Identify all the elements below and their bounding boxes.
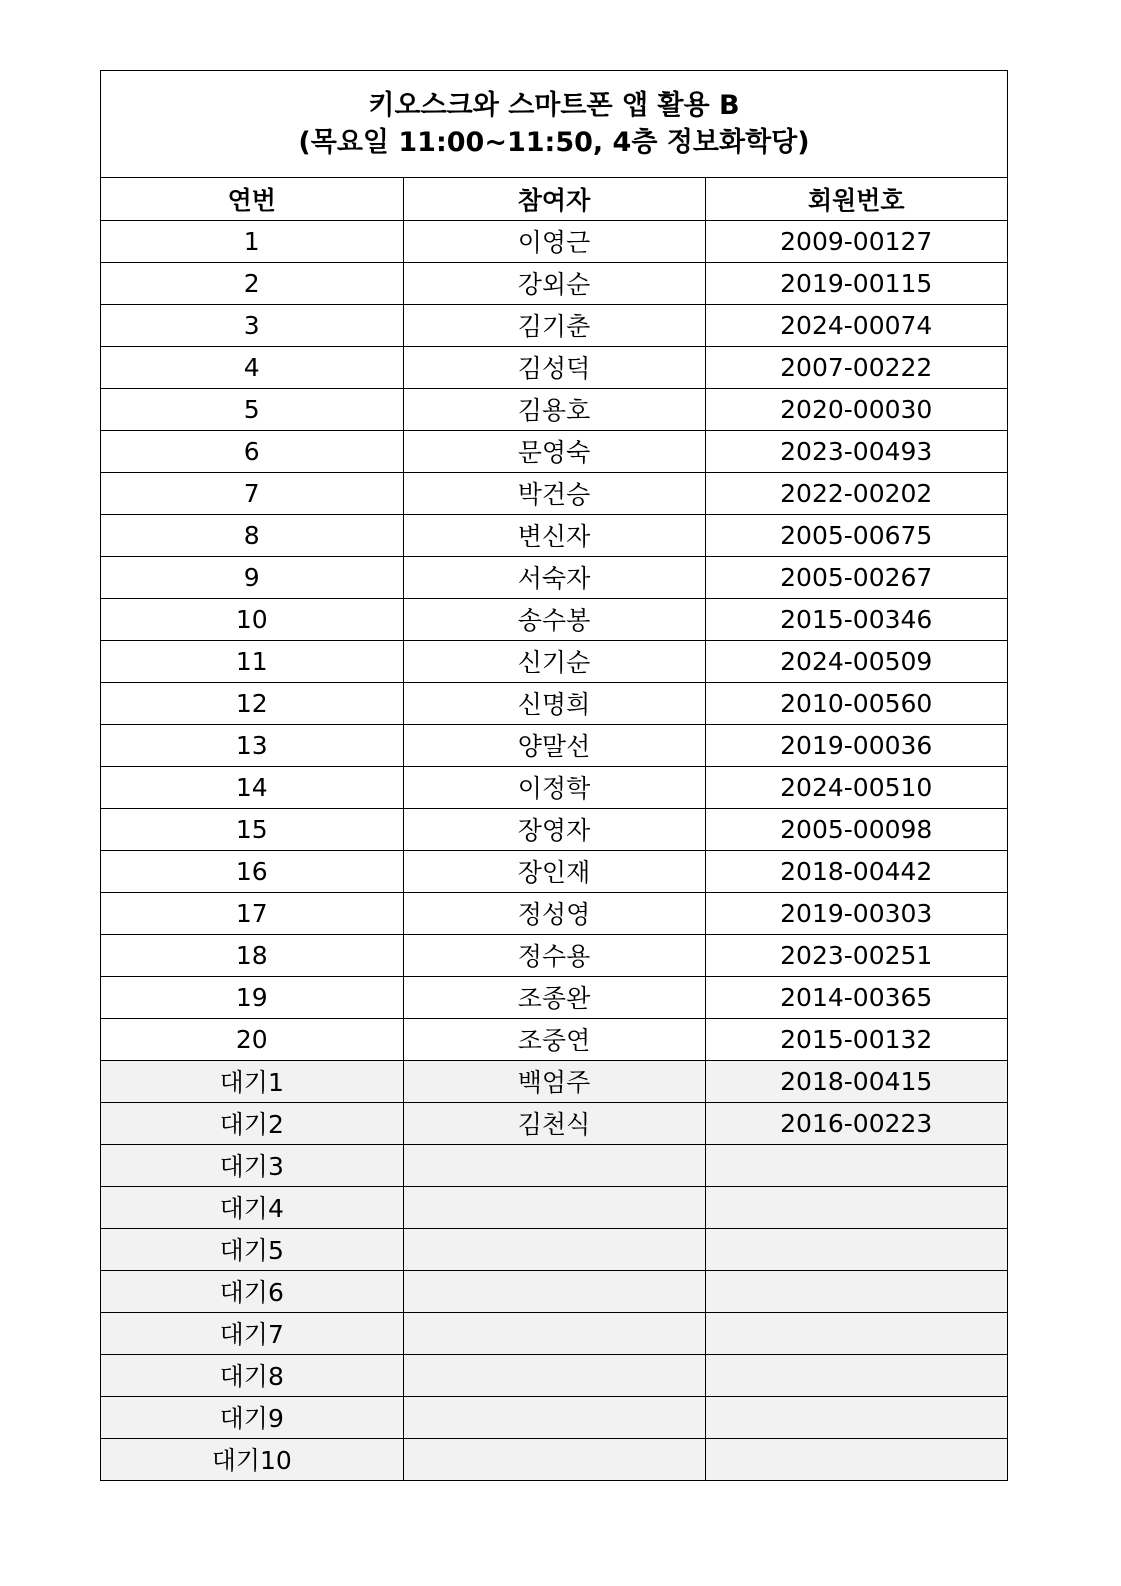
participant-name-cell: 백엄주 <box>403 1060 705 1102</box>
table-row <box>101 388 1007 430</box>
row-number-cell: 대기6 <box>101 1270 403 1312</box>
participant-name-cell: 서숙자 <box>403 556 705 598</box>
member-id-cell: 2015-00132 <box>705 1018 1007 1060</box>
member-id-cell: 2015-00346 <box>705 598 1007 640</box>
row-number-cell: 19 <box>101 976 403 1018</box>
participant-name-cell: 조종완 <box>403 976 705 1018</box>
table-row <box>101 472 1007 514</box>
row-number-cell: 10 <box>101 598 403 640</box>
member-id-cell: 2019-00036 <box>705 724 1007 766</box>
participant-name-cell: 김용호 <box>403 388 705 430</box>
row-number-cell: 대기9 <box>101 1396 403 1438</box>
member-id-cell: 2024-00074 <box>705 304 1007 346</box>
member-id-cell <box>705 1396 1007 1438</box>
table-row <box>101 1438 1007 1480</box>
row-number-cell: 20 <box>101 1018 403 1060</box>
row-number-cell: 12 <box>101 682 403 724</box>
table-row <box>101 1102 1007 1144</box>
table-row <box>101 262 1007 304</box>
participant-name-cell <box>403 1270 705 1312</box>
page-title: 키오스크와 스마트폰 앱 활용 B <box>368 90 740 121</box>
row-number-cell: 16 <box>101 850 403 892</box>
member-id-cell: 2018-00442 <box>705 850 1007 892</box>
participant-name-cell: 신명희 <box>403 682 705 724</box>
table-row <box>101 556 1007 598</box>
participant-name-cell: 김기춘 <box>403 304 705 346</box>
row-number-cell: 대기5 <box>101 1228 403 1270</box>
table-row <box>101 220 1007 262</box>
member-id-cell <box>705 1144 1007 1186</box>
member-id-cell: 2024-00510 <box>705 766 1007 808</box>
row-number-cell: 대기3 <box>101 1144 403 1186</box>
member-id-cell <box>705 1354 1007 1396</box>
participant-name-cell: 장인재 <box>403 850 705 892</box>
table-row <box>101 976 1007 1018</box>
table-row <box>101 430 1007 472</box>
column-header-member-id: 회원번호 <box>705 178 1007 220</box>
table-row <box>101 1018 1007 1060</box>
table-row <box>101 1060 1007 1102</box>
row-number-cell: 2 <box>101 262 403 304</box>
participant-name-cell <box>403 1186 705 1228</box>
member-id-cell: 2005-00267 <box>705 556 1007 598</box>
row-number-cell: 18 <box>101 934 403 976</box>
member-id-cell: 2020-00030 <box>705 388 1007 430</box>
column-header-number: 연번 <box>101 178 403 220</box>
member-id-cell: 2010-00560 <box>705 682 1007 724</box>
table-row <box>101 640 1007 682</box>
row-number-cell: 15 <box>101 808 403 850</box>
participant-name-cell: 문영숙 <box>403 430 705 472</box>
participant-name-cell: 김천식 <box>403 1102 705 1144</box>
table-row <box>101 724 1007 766</box>
row-number-cell: 11 <box>101 640 403 682</box>
member-id-cell: 2005-00675 <box>705 514 1007 556</box>
table-row <box>101 346 1007 388</box>
participant-name-cell <box>403 1144 705 1186</box>
table-row <box>101 934 1007 976</box>
table-row <box>101 766 1007 808</box>
row-number-cell: 대기8 <box>101 1354 403 1396</box>
row-number-cell: 대기7 <box>101 1312 403 1354</box>
table-row <box>101 1396 1007 1438</box>
title-block <box>101 71 1007 178</box>
member-id-cell <box>705 1312 1007 1354</box>
row-number-cell: 3 <box>101 304 403 346</box>
row-number-cell: 5 <box>101 388 403 430</box>
member-id-cell: 2009-00127 <box>705 220 1007 262</box>
header-row <box>101 178 1007 220</box>
member-id-cell <box>705 1438 1007 1480</box>
member-id-cell <box>705 1186 1007 1228</box>
participant-name-cell <box>403 1312 705 1354</box>
participant-name-cell <box>403 1354 705 1396</box>
row-number-cell: 8 <box>101 514 403 556</box>
member-id-cell: 2014-00365 <box>705 976 1007 1018</box>
table-row <box>101 1312 1007 1354</box>
row-number-cell: 대기10 <box>101 1438 403 1480</box>
row-number-cell: 13 <box>101 724 403 766</box>
table-row <box>101 808 1007 850</box>
member-id-cell: 2023-00493 <box>705 430 1007 472</box>
table-row <box>101 1144 1007 1186</box>
participant-name-cell: 박건승 <box>403 472 705 514</box>
row-number-cell: 대기2 <box>101 1102 403 1144</box>
row-number-cell: 14 <box>101 766 403 808</box>
member-id-cell: 2022-00202 <box>705 472 1007 514</box>
row-number-cell: 17 <box>101 892 403 934</box>
participant-name-cell: 정성영 <box>403 892 705 934</box>
table-row <box>101 1228 1007 1270</box>
column-header-participant: 참여자 <box>403 178 705 220</box>
member-id-cell: 2005-00098 <box>705 808 1007 850</box>
member-id-cell: 2016-00223 <box>705 1102 1007 1144</box>
member-id-cell <box>705 1270 1007 1312</box>
participant-name-cell: 이영근 <box>403 220 705 262</box>
row-number-cell: 4 <box>101 346 403 388</box>
table-row <box>101 514 1007 556</box>
member-id-cell: 2007-00222 <box>705 346 1007 388</box>
member-id-cell: 2018-00415 <box>705 1060 1007 1102</box>
participant-name-cell: 이정학 <box>403 766 705 808</box>
table-row <box>101 892 1007 934</box>
participant-name-cell: 변신자 <box>403 514 705 556</box>
member-id-cell: 2019-00115 <box>705 262 1007 304</box>
attendance-sheet <box>100 70 1008 1481</box>
member-id-cell: 2019-00303 <box>705 892 1007 934</box>
participant-name-cell: 송수봉 <box>403 598 705 640</box>
participant-name-cell: 신기순 <box>403 640 705 682</box>
participant-name-cell: 김성덕 <box>403 346 705 388</box>
participant-name-cell: 정수용 <box>403 934 705 976</box>
table-row <box>101 1186 1007 1228</box>
row-number-cell: 대기4 <box>101 1186 403 1228</box>
page-subtitle: (목요일 11:00~11:50, 4층 정보화학당) <box>298 127 810 158</box>
table-body <box>101 220 1007 1480</box>
table-row <box>101 1354 1007 1396</box>
row-number-cell: 1 <box>101 220 403 262</box>
table-row <box>101 1270 1007 1312</box>
row-number-cell: 9 <box>101 556 403 598</box>
participant-table <box>101 178 1007 1480</box>
row-number-cell: 6 <box>101 430 403 472</box>
participant-name-cell: 조중연 <box>403 1018 705 1060</box>
member-id-cell: 2023-00251 <box>705 934 1007 976</box>
participant-name-cell <box>403 1228 705 1270</box>
row-number-cell: 대기1 <box>101 1060 403 1102</box>
participant-name-cell: 강외순 <box>403 262 705 304</box>
row-number-cell: 7 <box>101 472 403 514</box>
participant-name-cell: 양말선 <box>403 724 705 766</box>
table-row <box>101 850 1007 892</box>
table-row <box>101 304 1007 346</box>
member-id-cell: 2024-00509 <box>705 640 1007 682</box>
table-row <box>101 598 1007 640</box>
participant-name-cell <box>403 1438 705 1480</box>
table-row <box>101 682 1007 724</box>
member-id-cell <box>705 1228 1007 1270</box>
participant-name-cell: 장영자 <box>403 808 705 850</box>
participant-name-cell <box>403 1396 705 1438</box>
